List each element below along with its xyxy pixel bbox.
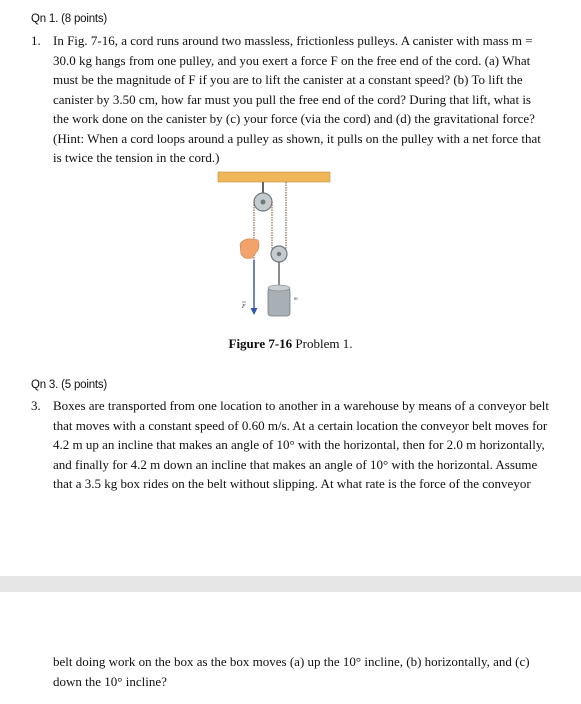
pulley-figure: [214, 168, 334, 323]
canister: [268, 288, 290, 316]
question-3-continued-line: belt doing work on the box as the box moves (a) up the 10° incline, (b) horizontally, and (c): [53, 654, 530, 669]
question-3-line: Boxes are transported from one location to another in a warehouse by means of a conveyor belt: [53, 398, 549, 413]
question-3-number: 3.: [31, 398, 41, 413]
question-3-line: 4.2 m up an incline that makes an angle of 10° with the horizontal, then for 2.0 m horizontally,: [53, 437, 545, 452]
question-1-line: 30.0 kg hangs from one pulley, and you exert a force F on the free end of the cord. (a) What: [53, 52, 531, 68]
question-1-line: the work done on the canister by (c) your force (via the cord) and (d) the gravitational force?: [53, 111, 535, 126]
question-3-continued-text: [53, 652, 531, 691]
question-1-header: Qn 1. (8 points): [31, 13, 108, 25]
question-1-number: 1.: [31, 33, 41, 48]
hand: [240, 239, 259, 259]
figure-caption-text: Problem 1.: [292, 336, 353, 351]
question-3-header: Qn 3. (5 points): [31, 379, 108, 391]
question-3-text: [53, 396, 549, 494]
question-1-line: canister by 3.50 cm, how far must you pull the free end of the cord? During that lift, what is: [53, 91, 531, 107]
ceiling-beam: [218, 172, 330, 182]
question-3-line: and finally for 4.2 m down an incline that makes an angle of 10° with the horizontal. Assume: [53, 456, 538, 472]
question-1-text: [53, 31, 541, 168]
page-break: [0, 576, 581, 592]
question-3-line: that a 3.5 kg box rides on the belt without slipping. At what rate is the force of the conveyor: [53, 476, 531, 491]
question-1-line: (Hint: When a cord loops around a pulley as shown, it pulls on the pulley with a net force that: [53, 130, 541, 146]
force-label: F: [242, 304, 246, 310]
page-2: [0, 592, 581, 704]
question-3-continued-line: down the 10° incline?: [53, 673, 167, 689]
question-1-line: is twice the tension in the cord.): [53, 150, 220, 165]
figure-caption-label: Figure 7-16: [228, 336, 293, 351]
figure-caption: [0, 336, 581, 352]
force-arrowhead: [251, 308, 258, 315]
question-3-line: that moves with a constant speed of 0.60 m/s. At a certain location the conveyor belt moves for: [53, 417, 548, 433]
question-1-line: In Fig. 7-16, a cord runs around two massless, frictionless pulleys. A canister with mass m =: [53, 33, 533, 48]
question-1-line: must be the magnitude of F if you are to lift the canister at a constant speed? (b) To lift the: [53, 72, 523, 87]
mass-label: m: [294, 297, 298, 302]
